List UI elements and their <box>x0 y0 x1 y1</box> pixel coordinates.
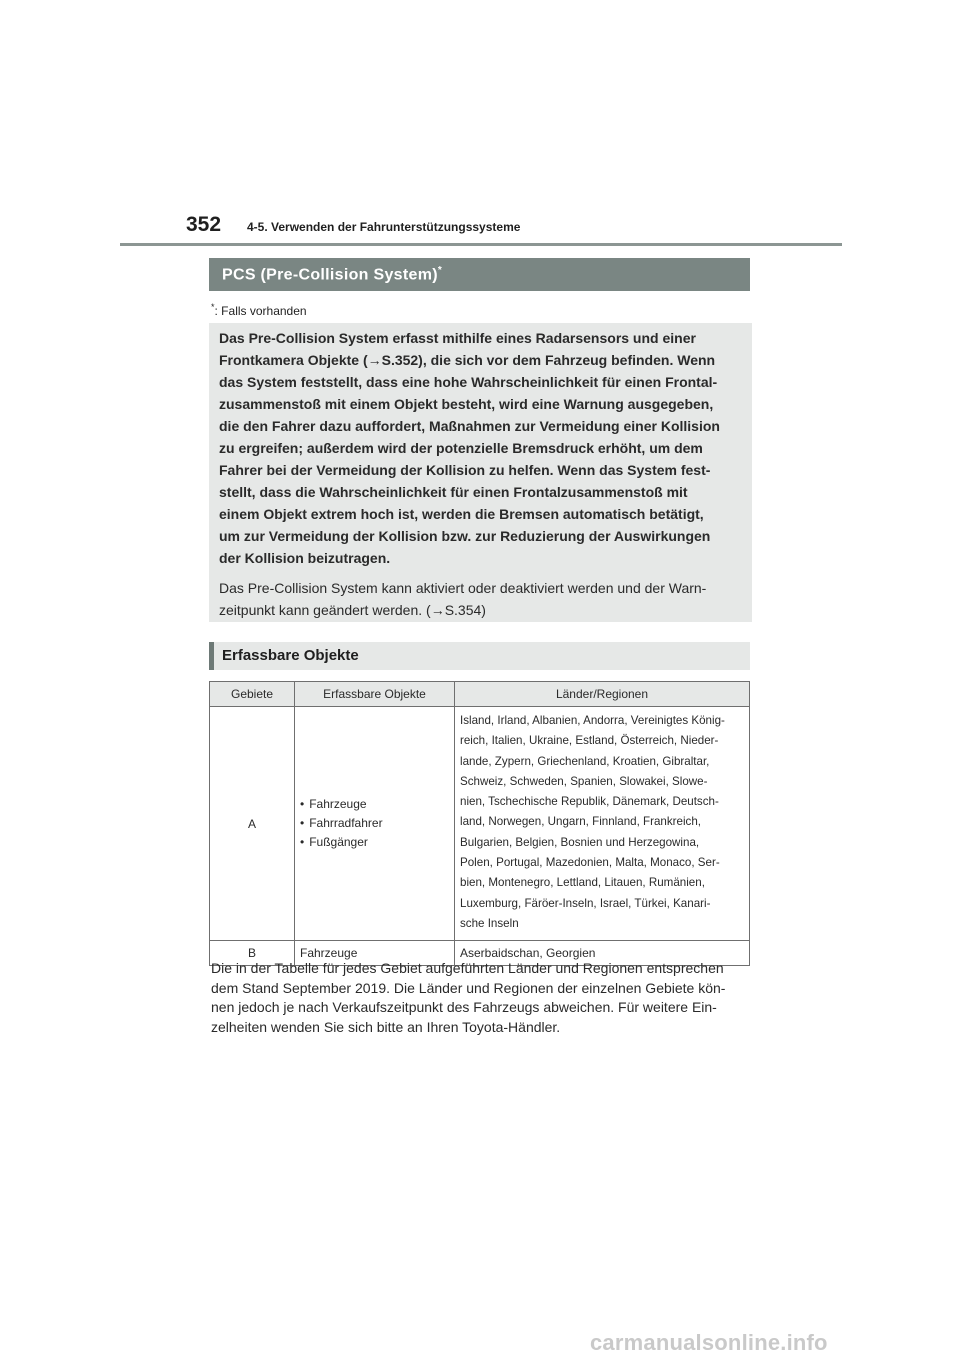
intro-bold-line: Das Pre-Collision System erfasst mithilfe eines Radarsensors und einer <box>219 330 696 346</box>
table-header-row <box>210 682 750 707</box>
pcs-heading-text: PCS (Pre-Collision System) <box>222 266 438 284</box>
objects-table <box>209 681 750 966</box>
intro-bold-paragraph <box>219 327 742 569</box>
pcs-heading <box>209 258 750 291</box>
footnote <box>211 302 307 318</box>
header-divider <box>120 243 842 246</box>
intro-bold-line: Frontkamera Objekte (→S.352), die sich vor dem Fahrzeug befinden. Wenn <box>219 352 716 368</box>
closing-line: Die in der Tabelle für jedes Gebiet aufgeführten Länder und Regionen entsprechen <box>211 960 724 976</box>
intro-bold-line: die den Fahrer dazu auffordert, Maßnahmen zur Vermeidung einer Kollision <box>219 418 720 434</box>
intro-normal-line: zeitpunkt kann geändert werden. (→S.354) <box>219 602 486 618</box>
intro-bold-line: Fahrer bei der Vermeidung der Kollision zu helfen. Wenn das System fest- <box>219 462 711 478</box>
countries-line: sche Inseln <box>460 916 519 930</box>
intro-bold-line: um zur Vermeidung der Kollision bzw. zur Reduzierung der Auswirkungen <box>219 528 711 544</box>
objects-cell <box>295 707 455 941</box>
section-title: 4-5. Verwenden der Fahrunterstützungssysteme <box>247 220 521 234</box>
area-cell: B <box>210 941 295 966</box>
objects-list <box>295 795 454 852</box>
list-item: • Fahrradfahrer <box>300 814 454 833</box>
countries-line: Polen, Portugal, Mazedonien, Malta, Monaco, Ser- <box>460 856 720 870</box>
column-header-objects: Erfassbare Objekte <box>295 682 455 707</box>
intro-bold-line: der Kollision beizutragen. <box>219 550 391 566</box>
list-item: • Fußgänger <box>300 833 454 852</box>
watermark: carmanualsonline.info <box>590 1330 828 1355</box>
intro-normal-line: Das Pre-Collision System kann aktiviert oder deaktiviert werden und der Warn- <box>219 580 707 596</box>
objects-cell: Fahrzeuge <box>295 941 455 966</box>
closing-line: zelheiten wenden Sie sich bitte an Ihren Toyota-Händler. <box>211 1018 561 1035</box>
intro-bold-line: zu ergreifen; außerdem wird der potenzielle Bremsdruck erhöht, um dem <box>219 440 703 456</box>
countries-cell: Aserbaidschan, Georgien <box>455 941 750 966</box>
intro-normal-paragraph <box>219 577 742 621</box>
pcs-heading-footnote-marker: * <box>437 265 443 276</box>
countries-line: Island, Irland, Albanien, Andorra, Vereinigtes König- <box>460 714 725 727</box>
footnote-text: : Falls vorhanden <box>214 304 307 318</box>
countries-line: Luxemburg, Färöer-Inseln, Israel, Türkei, Kanari- <box>460 896 711 910</box>
countries-line: Schweiz, Schweden, Spanien, Slowakei, Slowe- <box>460 774 708 788</box>
closing-paragraph <box>211 959 751 1037</box>
closing-line: dem Stand September 2019. Die Länder und Regionen der einzelnen Gebiete kön- <box>211 979 726 996</box>
countries-line: lande, Zypern, Griechenland, Kroatien, Gibraltar, <box>460 754 710 768</box>
list-item: • Fahrzeuge <box>300 795 454 814</box>
intro-box <box>209 323 752 622</box>
footnote-marker: * <box>211 302 215 312</box>
area-cell: A <box>210 707 295 941</box>
countries-cell <box>455 707 750 941</box>
countries-line: reich, Italien, Ukraine, Estland, Österreich, Nieder- <box>460 734 719 748</box>
intro-bold-line: das System feststellt, dass eine hohe Wahrscheinlichkeit für einen Frontal- <box>219 374 718 390</box>
objects-heading: Erfassbare Objekte <box>209 642 750 670</box>
page-number: 352 <box>186 213 222 236</box>
intro-bold-line: einem Objekt extrem hoch ist, werden die Bremsen automatisch betätigt, <box>219 506 704 522</box>
column-header-area: Gebiete <box>210 682 295 707</box>
column-header-countries: Länder/Regionen <box>455 682 750 707</box>
countries-line: Bulgarien, Belgien, Bosnien und Herzegowina, <box>460 835 700 849</box>
closing-line: nen jedoch je nach Verkaufszeitpunkt des Fahrzeugs abweichen. Für weitere Ein- <box>211 999 717 1015</box>
countries-line: nien, Tschechische Republik, Dänemark, Deutsch- <box>460 795 719 809</box>
countries-line: land, Norwegen, Ungarn, Finnland, Frankreich, <box>460 815 702 829</box>
intro-bold-line: zusammenstoß mit einem Objekt besteht, wird eine Warnung ausgegeben, <box>219 396 714 412</box>
countries-line: bien, Montenegro, Lettland, Litauen, Rumänien, <box>460 876 705 890</box>
intro-bold-line: stellt, dass die Wahrscheinlichkeit für einen Frontalzusammenstoß mit <box>219 484 688 500</box>
table-row <box>210 707 750 941</box>
